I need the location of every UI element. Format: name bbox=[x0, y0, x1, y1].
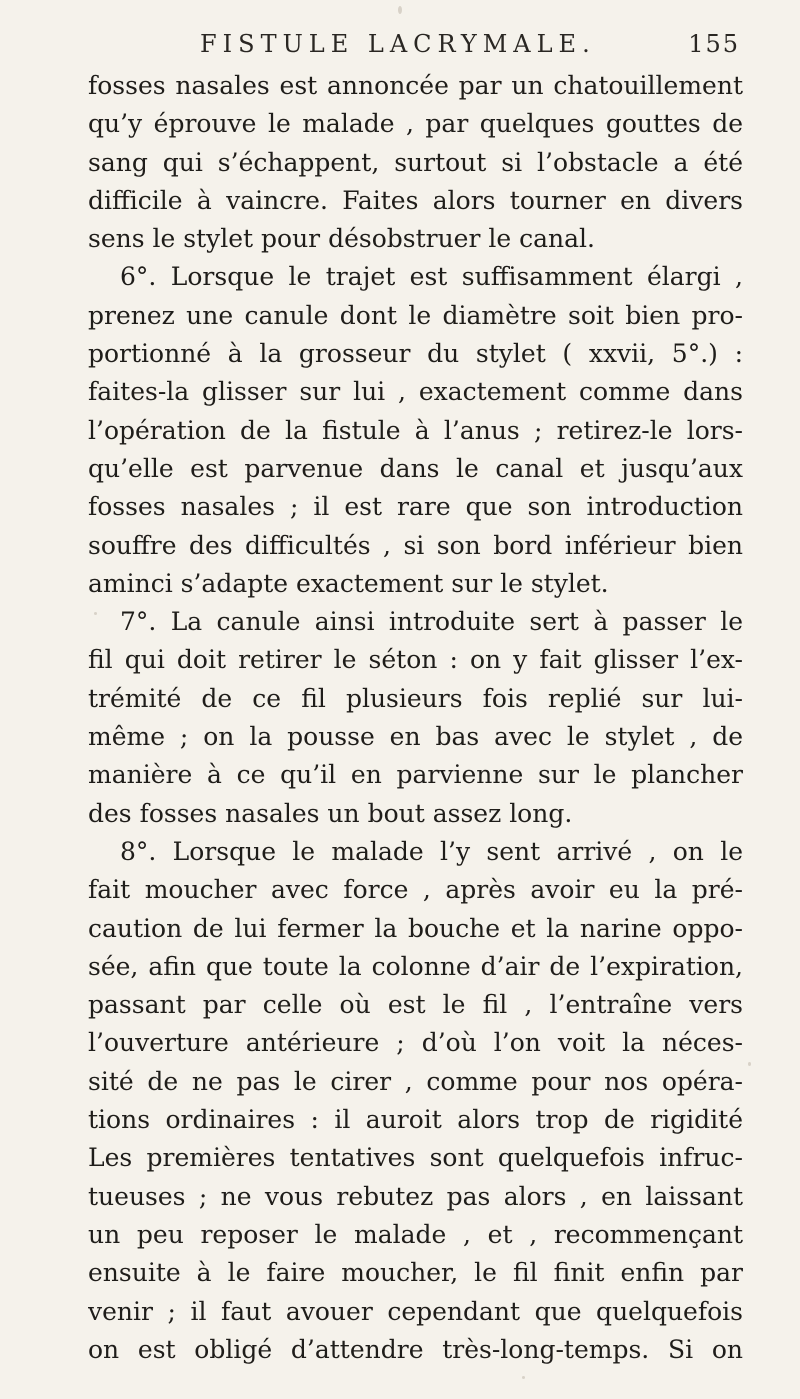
text-line: souffre des difficultés , si son bord inférieur bien bbox=[88, 530, 743, 560]
text-line: même ; on la pousse en bas avec le stylet , de bbox=[88, 722, 743, 752]
text-line: caution de lui fermer la bouche et la narine oppo- bbox=[88, 913, 743, 943]
running-title: FISTULE LACRYMALE. bbox=[200, 30, 596, 58]
text-line: 6°. Lorsque le trajet est suffisamment élargi , bbox=[120, 262, 743, 292]
text-line: passant par celle où est le fil , l’entraîne vers bbox=[88, 990, 743, 1020]
text-line: des fosses nasales un bout assez long. bbox=[88, 798, 573, 828]
text-line: un peu reposer le malade , et , recommençant bbox=[88, 1219, 743, 1249]
paper-speck bbox=[748, 1062, 751, 1066]
paper-speck bbox=[522, 1376, 525, 1379]
text-line: prenez une canule dont le diamètre soit bien pro- bbox=[88, 300, 743, 330]
text-line: sité de ne pas le cirer , comme pour nos opéra- bbox=[88, 1066, 743, 1096]
text-line: fil qui doit retirer le séton : on y fait glisser l’ex- bbox=[88, 645, 743, 675]
text-line: qu’y éprouve le malade , par quelques gouttes de bbox=[88, 109, 743, 139]
text-line: tions ordinaires : il auroit alors trop de rigidité bbox=[88, 1105, 743, 1135]
text-line: aminci s’adapte exactement sur le stylet. bbox=[88, 568, 609, 598]
page-header bbox=[200, 30, 740, 64]
text-line: Les premières tentatives sont quelquefois infruc- bbox=[88, 1143, 743, 1173]
text-line: on est obligé d’attendre très-long-temps. Si on bbox=[88, 1334, 743, 1364]
text-line: fosses nasales ; il est rare que son introduction bbox=[88, 492, 743, 522]
text-line: fait moucher avec force , après avoir eu la pré- bbox=[88, 875, 743, 905]
text-line: sens le stylet pour désobstruer le canal. bbox=[88, 224, 595, 254]
text-line: sang qui s’échappent, surtout si l’obstacle a été bbox=[88, 147, 743, 177]
text-line: 7°. La canule ainsi introduite sert à passer le bbox=[120, 607, 743, 637]
text-line: qu’elle est parvenue dans le canal et jusqu’aux bbox=[88, 453, 743, 483]
page-number: 155 bbox=[688, 30, 740, 58]
text-line: sée, afin que toute la colonne d’air de l’expiration, bbox=[88, 951, 743, 981]
text-line: l’ouverture antérieure ; d’où l’on voit la néces- bbox=[88, 1028, 743, 1058]
text-line: ensuite à le faire moucher, le fil finit enfin par bbox=[88, 1258, 743, 1288]
body-text bbox=[88, 67, 743, 1369]
text-line: faites-la glisser sur lui , exactement comme dans bbox=[88, 377, 743, 407]
text-line: portionné à la grosseur du stylet ( xxvii, 5°.) : bbox=[88, 339, 743, 369]
text-line: difficile à vaincre. Faites alors tourner en divers bbox=[88, 185, 743, 215]
text-line: trémité de ce fil plusieurs fois replié sur lui- bbox=[88, 683, 743, 713]
text-line: manière à ce qu’il en parvienne sur le plancher bbox=[88, 760, 743, 790]
text-line: 8°. Lorsque le malade l’y sent arrivé , on le bbox=[120, 836, 743, 866]
paper-speck bbox=[398, 6, 402, 14]
text-line: fosses nasales est annoncée par un chatouillement bbox=[88, 71, 743, 100]
text-line: tueuses ; ne vous rebutez pas alors , en laissant bbox=[88, 1181, 743, 1211]
text-line: l’opération de la fistule à l’anus ; retirez-le lors- bbox=[88, 415, 743, 445]
text-line: venir ; il faut avouer cependant que quelquefois bbox=[88, 1296, 743, 1326]
